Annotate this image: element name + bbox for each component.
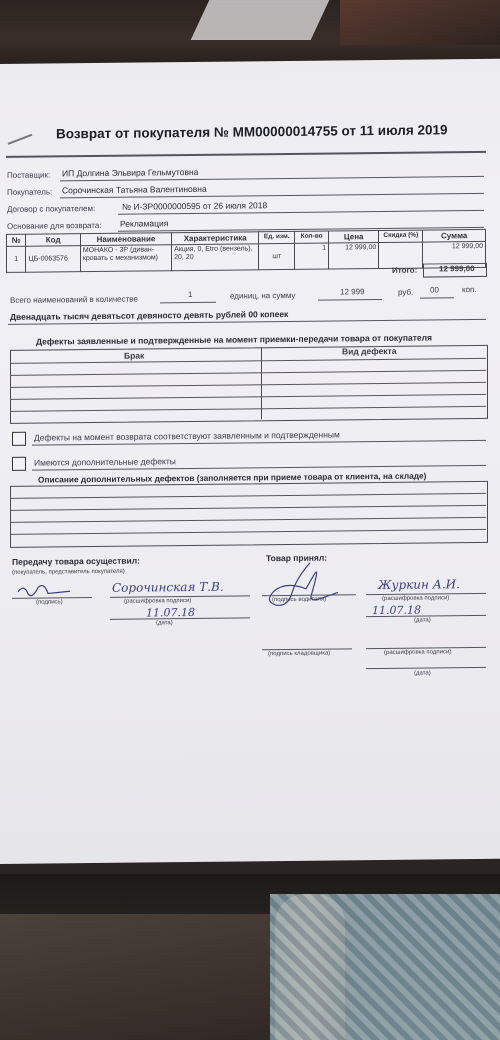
buyer-date-handwritten: 11.07.18 — [146, 605, 195, 620]
buyer-name-handwritten: Сорочинская Т.В. — [112, 579, 224, 595]
contract-label: Договор с покупателем: — [7, 204, 96, 214]
cell-unit: шт — [259, 243, 295, 269]
title-underline — [6, 151, 486, 158]
units-label: единиц, на сумму — [230, 290, 296, 301]
extra-defects-table — [10, 481, 488, 548]
return-document — [0, 59, 500, 864]
storekeeper-sig-caption: (подпись кладовщика) — [268, 650, 331, 658]
background-bottom — [0, 874, 500, 1040]
buyer-label: Покупатель: — [7, 187, 53, 197]
background-object — [340, 0, 500, 45]
driver-name-handwritten: Журкин А.И. — [378, 577, 460, 593]
contract-value: № И-ЗР0000000595 от 26 июля 2018 — [122, 200, 268, 212]
background-paper-flap — [191, 0, 330, 40]
extra-defects-heading: Описание дополнительных дефектов (заполняется при приеме товара от клиента, на складе) — [38, 470, 427, 485]
handed-label: Передачу товара осуществил: — [12, 555, 140, 567]
driver-signature-image — [262, 558, 342, 611]
storekeeper-decode-caption: (расшифровка подписи) — [384, 649, 452, 656]
pen-mark — [6, 132, 36, 146]
buyer-decode-caption: (расшифровка подписи) — [124, 597, 192, 605]
kop-label: коп. — [462, 285, 477, 295]
cell-price: 12 999,00 — [329, 243, 379, 270]
col-discount: Скидка (%) — [379, 230, 423, 242]
col-characteristic: Характеристика — [172, 232, 259, 245]
supplier-value: ИП Долгина Эльвира Гельмутовна — [62, 166, 199, 179]
amount-value: 12 999 — [340, 287, 365, 297]
count-line — [160, 302, 216, 304]
checkbox-defects-match-label: Дефекты на момент возврата соответствуют заявленным и подтвержденным — [34, 429, 340, 443]
cell-name: МОНАКО - 3Р (диван-кровать с механизмом) — [80, 245, 171, 272]
amount-line — [318, 299, 382, 301]
driver-date-caption: (дата) — [414, 617, 431, 624]
defects-col-brak: Брак — [124, 350, 145, 361]
total-label: Итого: — [392, 265, 418, 275]
amount-in-words: Двенадцать тысяч девятьсот девяносто девять рублей 00 копеек — [10, 308, 289, 322]
cell-code: ЦБ-0063576 — [26, 246, 80, 273]
reason-value: Рекламация — [120, 218, 169, 229]
buyer-value: Сорочинская Татьяна Валентиновна — [62, 183, 207, 196]
col-num: № — [7, 234, 26, 246]
col-name: Наименование — [80, 233, 171, 246]
driver-decode-caption: (расшифровка подписи) — [382, 595, 450, 602]
checkbox-extra-defects-label: Имеются дополнительные дефекты — [34, 456, 176, 468]
col-code: Код — [26, 234, 80, 247]
document-photo — [0, 62, 500, 874]
kop-line — [420, 297, 454, 298]
cell-sum: 12 999,00 — [423, 241, 486, 268]
checkbox-extra-defects[interactable] — [12, 457, 26, 471]
cell-qty: 1 — [295, 243, 329, 269]
cell-characteristic: Акция, 0, Etro (вензель), 20, 20 — [172, 244, 259, 271]
handed-sub: (покупатель, представитель покупателя) — [12, 568, 125, 576]
col-price: Цена — [329, 231, 379, 244]
buyer-date-line — [110, 617, 250, 619]
kop-value: 00 — [430, 285, 439, 295]
col-unit: Ед. изм. — [259, 231, 295, 243]
driver-sig-caption: (подпись водителя) — [272, 596, 327, 604]
background-rug — [270, 894, 500, 1040]
reason-label: Основание для возврата: — [7, 220, 102, 231]
count-value: 1 — [188, 289, 193, 300]
defects-col-type: Вид дефекта — [342, 345, 397, 357]
driver-date-handwritten: 11.07.18 — [372, 603, 421, 618]
cell-discount — [379, 242, 423, 268]
defects-heading: Дефекты заявленные и подтвержденные на момент приемки-передачи товара от покупателя — [36, 332, 432, 347]
col-qty: Кол-во — [295, 231, 329, 243]
background-cloth — [0, 914, 270, 1040]
received-label: Товар принял: — [266, 552, 328, 564]
count-label: Всего наименований в количестве — [10, 294, 138, 305]
col-sum: Сумма — [423, 229, 486, 242]
cell-num: 1 — [7, 246, 26, 272]
buyer-date-caption: (дата) — [156, 620, 173, 627]
total-value: 12 999,00 — [439, 264, 475, 274]
checkbox-defects-match[interactable] — [12, 432, 26, 446]
buyer-sig-caption: (подпись) — [36, 599, 63, 606]
storekeeper-date-line — [366, 667, 486, 669]
supplier-label: Поставщик: — [7, 170, 51, 180]
document-title: Возврат от покупателя № ММ00000014755 от 11 июля 2019 — [56, 122, 448, 142]
storekeeper-date-caption: (дата) — [414, 670, 431, 677]
rub-label: руб. — [398, 287, 414, 297]
